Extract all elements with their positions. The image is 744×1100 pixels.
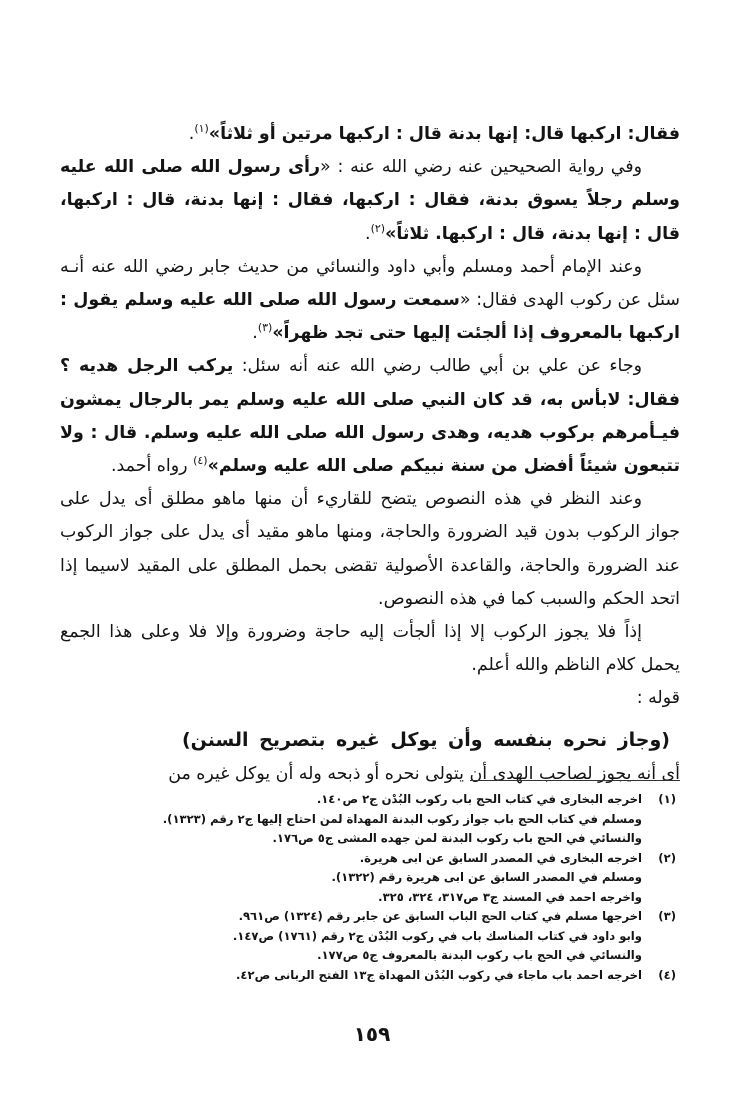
- footnote-line: والنسائي في الحج باب ركوب البدنة لمن جهده المشى ج٥ ص١٧٦.: [272, 831, 642, 845]
- main-text: [60, 118, 680, 791]
- paragraph-6: إذاً فلا يجوز الركوب إلا إذا ألجأت إليه حاجة وضرورة وإلا فلا وعلى هذا الجمع يحمل كلام الناظم والله أعلم.: [60, 622, 680, 676]
- paragraph-text: .: [188, 124, 195, 144]
- footnote-line: اخرجه البخارى في المصدر السابق عن ابى هريرة.: [359, 850, 642, 865]
- paragraph-text: .: [365, 223, 371, 244]
- paragraph-text: رواه أحمد.: [110, 456, 194, 477]
- footnote-line: ومسلم في المصدر السابق عن ابى هريرة رقم (١٣٢٢).: [331, 870, 642, 884]
- footnote-number: (٢): [658, 850, 676, 865]
- footnote-line: واخرجه احمد في المسند ج٣ ص٣١٧، ٣٢٤، ٣٢٥.: [378, 889, 642, 904]
- hadith-text: رأى رسول الله صلى الله عليه وسلم رجلاً يسوق بدنة، فقال : اركبها، فقال : إنها بدنة، قال : اركبها، قال : إنها بدنة، قال : اركبها. ثلاثاً»: [60, 157, 680, 244]
- footnote-line: اخرجه البخارى في كتاب الحج باب ركوب البُدْن ج٢ ص١٤٠.: [316, 792, 642, 806]
- paragraph-text: وجاء عن علي بن أبي طالب رضي الله عنه أنه سئل:: [233, 356, 642, 377]
- footnote-ref[interactable]: (٣): [257, 321, 273, 335]
- qawluh-label: قوله :: [636, 688, 680, 709]
- paragraph-4: [60, 350, 680, 483]
- footnote-line: والنسائي في الحج باب ركوب البدنة بالمعروف ج٥ ص١٧٧.: [317, 948, 642, 962]
- footnote-line: اخرجها مسلم في كتاب الحج الباب السابق عن جابر رقم (١٣٢٤) ص٩٦١.: [238, 909, 642, 923]
- paragraph-text: وفي رواية الصحيحين عنه رضي الله عنه : «: [320, 157, 643, 178]
- footnotes-section: [60, 790, 676, 985]
- hadith-text: سمعت رسول الله صلى الله عليه وسلم يقول : اركبها بالمعروف إذا ألجئت إليها حتى تجد ظهراً»: [60, 290, 680, 344]
- footnote-divider: [470, 780, 680, 781]
- footnote-line: اخرجه احمد باب ماجاء في ركوب البُدْن المهداة ج١٣ الفتح الربانى ص٤٢.: [236, 967, 642, 982]
- footnote: [60, 966, 676, 986]
- page-number: ١٥٩: [353, 1022, 391, 1046]
- footnote-number: (١): [658, 792, 676, 806]
- footnote-ref[interactable]: (٤): [193, 454, 208, 468]
- footnote-ref[interactable]: (٢): [370, 221, 386, 235]
- hadith-text: يركب الرجل هديه ؟ فقال: لابأس به، قد كان النبي صلى الله عليه وسلم يمر بالرجال يمشون فيـأمرهم بركوب هديه، وهدى رسول الله صلى الله عليه وسلم. قال : ولا تتبعون شيئاً أفضل من سنة نبيكم صلى الله عليه وسلم»: [60, 356, 680, 477]
- paragraph-7: أى أنه يجوز لصاحب الهدى أن يتولى نحره أو ذبحه وله أن يوكل غيره من: [168, 763, 680, 784]
- poem-verse: (وجاز نحره بنفسه وأن يوكل غيره بتصريح السنن): [182, 728, 670, 751]
- footnote: [60, 907, 676, 966]
- hadith-text: فقال: اركبها قال: إنها بدنة قال : اركبها مرتين أو ثلاثاً»: [208, 124, 680, 144]
- footnote: [60, 849, 676, 908]
- paragraph-2: [60, 151, 680, 251]
- footnote-number: (٤): [658, 967, 676, 982]
- footnote-number: (٣): [658, 909, 676, 923]
- footnote: [60, 790, 676, 849]
- footnote-line: وابو داود في كتاب المناسك باب في ركوب البُدْن ج٢ رقم (١٧٦١) ص١٤٧.: [232, 928, 642, 943]
- footnote-ref[interactable]: (١): [194, 122, 209, 136]
- paragraph-1: [60, 118, 680, 151]
- paragraph-5: وعند النظر في هذه النصوص يتضح للقاريء أن منها ماهو مطلق أى يدل على جواز الركوب بدون قيد الضرورة والحاجة، ومنها ماهو مقيد أى يدل على جواز الركوب عند الضرورة والحاجة، والقاعدة الأصولية تقضى بحمل المطلق على المقيد لاسيما إذا اتحد الحكم والسبب كما في هذه النصوص.: [60, 489, 680, 609]
- paragraph-3: [60, 251, 680, 351]
- footnote-line: ومسلم في كتاب الحج باب جواز ركوب البدنة المهداة لمن احتاج إليها ج٢ رقم (١٣٢٣).: [162, 811, 642, 826]
- paragraph-text: .: [252, 323, 258, 344]
- paragraph-text: وعند الإمام أحمد ومسلم وأبي داود والنسائي من حديث جابر رضي الله عنه أنـه سئل عن ركوب الهدى فقال: «: [60, 256, 680, 311]
